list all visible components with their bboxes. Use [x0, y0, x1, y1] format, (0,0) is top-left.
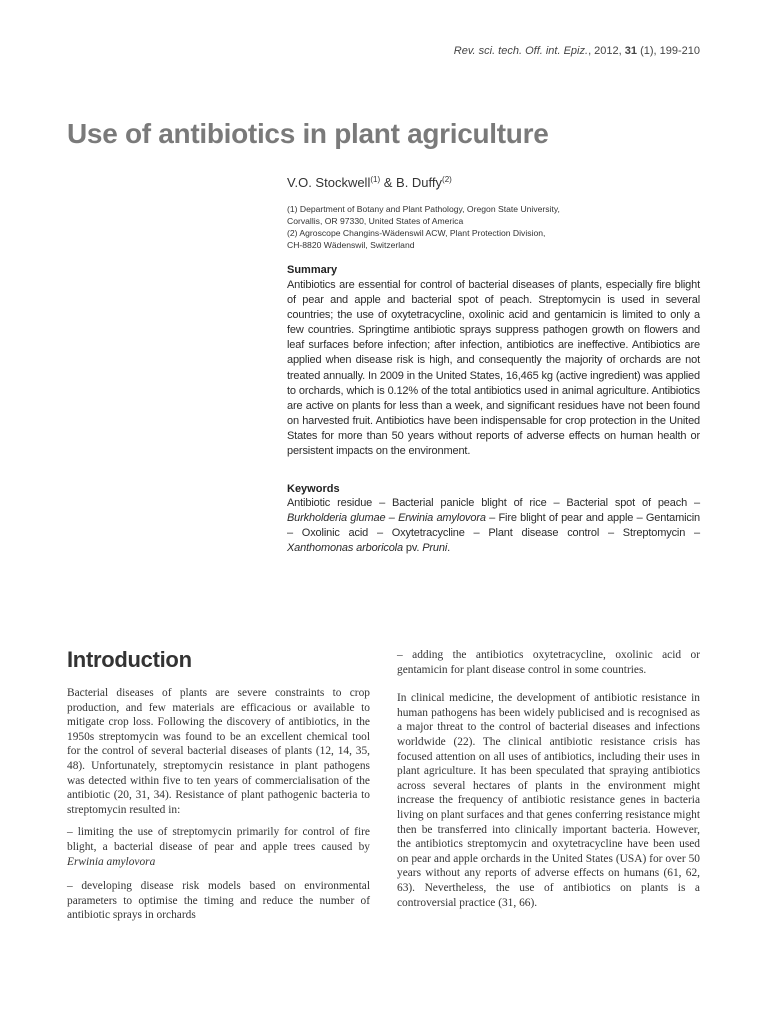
summary-text: Antibiotics are essential for control of bacterial diseases of plants, especially fire blight of pear and apple and bacterial spot of peach. Streptomycin is used in several countries; the use of oxytetracycline, oxolinic acid and gentamicin is limited to only a few countries. Springtime antibiotic sprays suppress pathogen growth on flowers and leaf surfaces before infection; after infection, antibiotics are ineffective. Antibiotics are applied when disease risk is high, and consequently the majority of orchards are not treated annually. In 2009 in the United States, 16,465 kg (active ingredient) was applied to orchards, which is 0.12% of the total antibiotics used in animal agriculture. Antibiotics are active on plants for less than a week, and significant residues have not been found on harvested fruit. Antibiotics have been indispensable for crop protection in the United States for more than 50 years without reports of adverse effects on human health or persistent impacts on the environment.	[287, 279, 700, 458]
body-paragraph: Bacterial diseases of plants are severe constraints to crop production, and few materials are efficacious or available to mitigate crop loss. Following the discovery of antibiotics, in the 1950s streptomycin was found to be an excellent chemical tool for the control of several bacterial diseases of plants (12, 14, 35, 48). Unfortunately, streptomycin resistance in plant pathogens was detected within five to ten years of commercialisation of the antibiotic (20, 31, 34). Resistance of plant pathogenic bacteria to streptomycin resulted in:	[67, 687, 370, 816]
body-column-left	[67, 686, 370, 933]
keywords-segment: – Fire blight of pear and apple – Gentamicin – Oxolinic acid – Oxytetracycline – Plant disease control – Streptomycin –	[287, 512, 700, 540]
summary-heading: Summary	[287, 264, 338, 276]
journal-citation	[454, 45, 700, 57]
list-item-text: – limiting the use of streptomycin primarily for control of fire blight, a bacterial disease of pear and apple trees caused by	[67, 826, 370, 853]
article-title: Use of antibiotics in plant agriculture	[67, 118, 549, 149]
author-name: & B. Duffy	[380, 175, 443, 190]
list-item-italic: Erwinia amylovora	[67, 855, 156, 868]
affiliation-line: (2) Agroscope Changins-Wädenswil ACW, Plant Protection Division,	[287, 228, 546, 238]
affiliation-ref: (1)	[370, 175, 381, 184]
keywords-segment: pv.	[402, 542, 423, 555]
keywords-segment: .	[447, 542, 451, 555]
keywords-text	[287, 496, 700, 556]
section-heading-introduction: Introduction	[67, 647, 192, 672]
list-item: – adding the antibiotics oxytetracycline, oxolinic acid or gentamicin for plant disease control in some countries.	[397, 649, 700, 676]
affiliations	[287, 203, 587, 251]
keywords-italic: Burkholderia glumae – Erwinia amylovora	[287, 512, 486, 525]
journal-volume: 31	[624, 45, 638, 57]
keywords-italic: Xanthomonas arboricola	[287, 542, 403, 555]
affiliation-line: CH-8820 Wädenswil, Switzerland	[287, 240, 415, 250]
keywords-italic: Pruni	[422, 542, 448, 555]
author-name: V.O. Stockwell	[287, 175, 371, 190]
keywords-heading: Keywords	[287, 483, 340, 495]
affiliation-ref: (2)	[442, 175, 452, 184]
journal-year: , 2012,	[588, 45, 625, 57]
body-paragraph: In clinical medicine, the development of antibiotic resistance in human pathogens has been widely publicised and is recognised as a major threat to the control of bacterial diseases and infections worldwide (22). The clinical antibiotic resistance crisis has focused attention on all uses of antibiotics, including their uses in plant agriculture. It has been speculated that spraying antibiotics across several hectares of plants in the environment might increase the frequency of antibiotic resistance genes in bacteria living on plant surfaces and that genes conferring resistance might then be transferred into clinically important bacteria. However, the antibiotics streptomycin and oxytetracycline have been used on pear and apple orchards in the United States (USA) for over 50 years without any reports of adverse effects on humans (61, 62, 63). Nevertheless, the use of antibiotics on plants is a controversial practice (31, 66).	[397, 692, 700, 909]
list-item: – developing disease risk models based on environmental parameters to optimise the timing and reduce the number of antibiotic sprays in orchards	[67, 880, 370, 922]
author-line	[287, 175, 452, 190]
list-item	[67, 825, 370, 869]
journal-name: Rev. sci. tech. Off. int. Epiz.	[453, 45, 589, 57]
affiliation-line: Corvallis, OR 97330, United States of America	[287, 216, 464, 226]
affiliation-line: (1) Department of Botany and Plant Pathology, Oregon State University,	[287, 204, 560, 214]
journal-issue-pages: (1), 199-210	[637, 45, 700, 57]
body-column-right	[397, 648, 700, 918]
keywords-segment: Antibiotic residue – Bacterial panicle blight of rice – Bacterial spot of peach –	[287, 497, 700, 509]
